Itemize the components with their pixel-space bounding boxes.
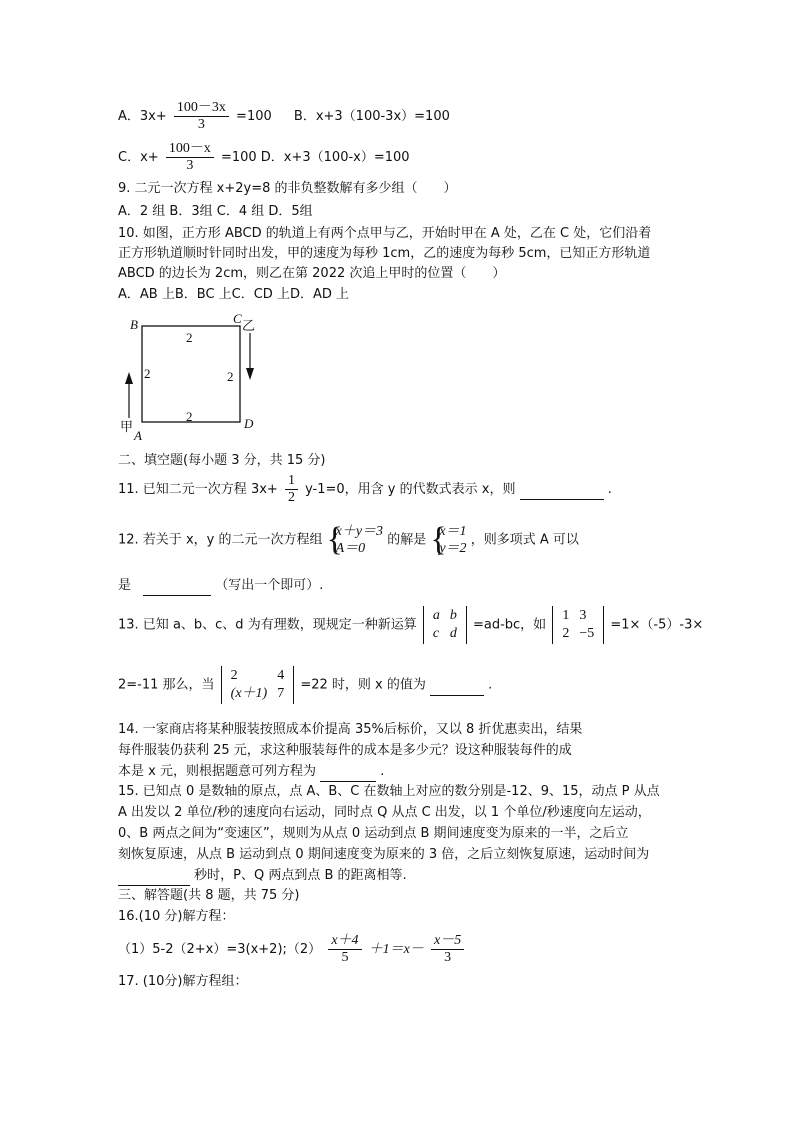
label-D: D (244, 416, 254, 431)
q13-determinant-x: 2 4 (x＋1) 7 (221, 666, 295, 704)
q12: 12. 若关于 x，y 的二元一次方程组 { x＋y＝3 A＝0 的解是 { x＝1 y＝2 ，则多项式 A 可以 (118, 521, 579, 558)
section-3-title: 三、解答题(共 8 题，共 75 分) (118, 888, 300, 903)
q16-parts: （1）5-2（2+x）=3(x+2);（2） $\frac{x+4}{5}$ ＋1＝x－ $\frac{x-5}{3}$ (118, 933, 467, 966)
q14-line2: 每件服装仍获利 25 元，求这种服装每件的成本是多少元？设这种服装每件的成 (118, 743, 572, 758)
q14-line1: 14. 一家商店将某种服装按照成本价提高 35%后标价，又以 8 折优惠卖出，结果 (118, 722, 583, 737)
label-A: A (134, 428, 142, 443)
label-bottom-2: 2 (186, 409, 193, 424)
q15-line2: A 出发以 2 单位/秒的速度向右运动，同时点 Q 从点 C 出发，以 1 个单位/秒速度向左运动， (118, 805, 651, 820)
q14-line3: 本是 x 元，则根据题意可列方程为 . (118, 763, 384, 782)
label-jia: 甲 (120, 420, 134, 435)
q8-option-cd (118, 141, 410, 174)
q14-answer-blank[interactable] (320, 763, 376, 782)
label-C: C (233, 311, 242, 326)
q15-line4: 刻恢复原速，从点 B 运动到点 0 期间速度变为原来的 3 倍，之后立刻恢复原速，运动时间为 (118, 847, 650, 862)
label-left-2: 2 (144, 366, 151, 381)
label-yi: 乙 (242, 319, 256, 334)
q8-c-fraction: $\frac{100-x}{3}$ (166, 141, 214, 174)
q8-option-ab (118, 100, 450, 133)
q16-fraction-1: $\frac{x+4}{5}$ (328, 933, 361, 966)
q15-answer-blank[interactable] (118, 867, 190, 886)
q13-determinant-abcd: a b c d (423, 606, 467, 644)
q8-c-suffix: =100 D．x+3（100-x）=100 (220, 150, 410, 165)
q13-line2: 2=-11 那么，当 2 4 (x＋1) 7 =22 时，则 x 的值为 . (118, 666, 492, 704)
q11-fraction: $\frac{1}{2}$ (285, 473, 298, 506)
q9-stem: 9. 二元一次方程 x+2y=8 的非负整数解有多少组（ ） (118, 181, 457, 196)
label-top-2: 2 (186, 330, 193, 345)
q12-answer-blank[interactable] (143, 577, 211, 596)
arrow-down-icon (246, 368, 254, 380)
section-2-title: 二、填空题(每小题 3 分，共 15 分) (118, 453, 326, 468)
q12-system-2: { x＝1 y＝2 (430, 521, 467, 558)
q8-option-b: B．x+3（100-3x）=100 (293, 109, 450, 124)
q15-line1: 15. 已知点 0 是数轴的原点，点 A、B、C 在数轴上对应的数分别是-12、9、15，动点 P 从点 (118, 784, 660, 799)
q13-answer-blank[interactable] (430, 677, 484, 696)
q8-c-prefix: C．x+ (118, 150, 159, 165)
q12-line2: 是 （写出一个即可）. (118, 577, 323, 596)
q8-a-prefix: A．3x+ (118, 109, 167, 124)
label-right-2: 2 (227, 369, 234, 384)
label-B: B (130, 317, 138, 332)
q17-stem: 17. (10分)解方程组： (118, 974, 248, 989)
q11-answer-blank[interactable] (520, 481, 604, 500)
q15-line3: 0、B 两点之间为“变速区”，规则为从点 0 运动到点 B 期间速度变为原来的一半，之后立 (118, 826, 629, 841)
q13-determinant-example: 1 3 2 −5 (552, 606, 604, 644)
q10-line1: 10. 如图，正方形 ABCD 的轨道上有两个点甲与乙，开始时甲在 A 处，乙在 C 处，它们沿着 (118, 226, 652, 241)
q11: 11. 已知二元一次方程 3x+ $\frac{1}{2}$ y-1=0，用含 y 的代数式表示 x，则 . (118, 473, 612, 505)
q16-fraction-2: $\frac{x-5}{3}$ (431, 933, 464, 966)
q13: 13. 已知 a、b、c、d 为有理数，现规定一种新运算 a b c d =ad-bc，如 1 3 2 −5 =1×（-5）-3× (118, 606, 703, 644)
q10-options: A．AB 上B．BC 上C．CD 上D．AD 上 (118, 287, 349, 302)
arrow-up-icon (125, 372, 133, 384)
q8-a-fraction: $\frac{100-3x}{3}$ (174, 100, 229, 133)
q15-line5: 秒时，P、Q 两点到点 B 的距离相等. (118, 867, 407, 886)
square-track-figure (110, 308, 270, 448)
q10-line3: ABCD 的边长为 2cm，则乙在第 2022 次追上甲时的位置（ ） (118, 266, 506, 281)
q16-stem: 16.(10 分)解方程： (118, 909, 235, 924)
q8-a-suffix: =100 (236, 109, 272, 124)
q10-line2: 正方形轨道顺时针同时出发，甲的速度为每秒 1cm，乙的速度为每秒 5cm，已知正方形轨道 (118, 246, 651, 261)
q9-options: A．2 组 B．3组 C．4 组 D．5组 (118, 204, 313, 219)
q12-system-1: { x＋y＝3 A＝0 (326, 521, 384, 558)
